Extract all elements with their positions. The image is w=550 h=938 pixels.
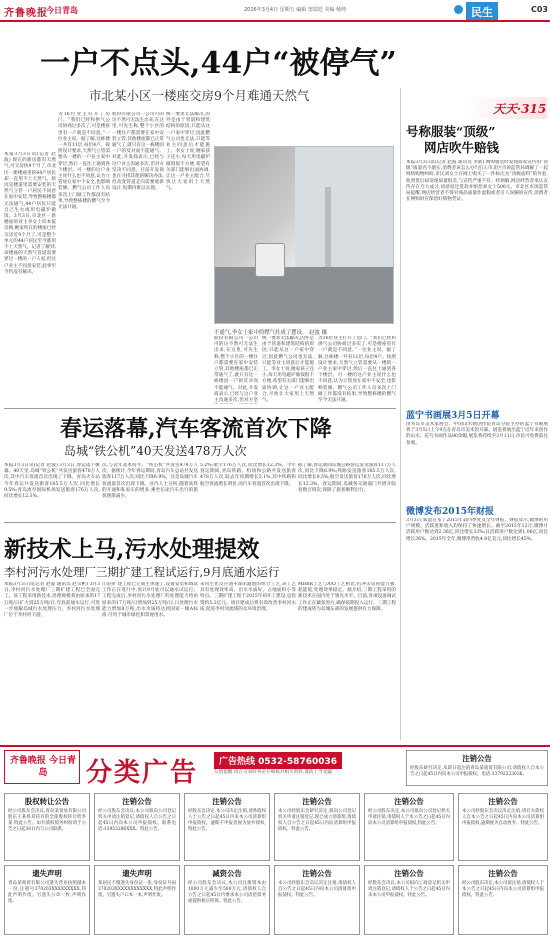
lead-column-4: 统一要求无法解决,因外是由于管道和建筑结构的原因,只能从这一户家中穿过,因此燃气公司也无法,只能等业主同意后才能施工。李女士说,她家孩子还小,每天用电磁炉做饭很不方便,希望有关部门能够出面协调,让这一户业主配合,尽快让大家用上天然气。: [166, 112, 210, 192]
sewage-column-3: 采用生化反应池+深床滤池的组合工艺,该工艺具有处理效率高、出水水质好、占地面积小等特点。三期扩建工程于2015年初开工建设,总投资约5.2亿元。项目建成后将有效改善李村河水质,促进李村河流域的水环境治理。: [200, 582, 296, 612]
ad-notice-body: 本公司经股东会决议决定注销,请有关债权人自本公告之日起45日内向本公司清算组申报债权,逾期视为自动放弃。特此公告。: [462, 809, 544, 826]
section-rule-1: [4, 408, 396, 409]
ad-notice: [4, 865, 90, 935]
ads-top-rule: [0, 745, 550, 747]
ad-notice-title: 股权转让公告: [24, 797, 70, 806]
ads-title: 分类广告: [86, 758, 199, 788]
ad-notice: [94, 865, 180, 935]
issue-date-editors: 2016年3月4日 星期五 编辑 窦瑞廷 美编 杨帅: [244, 7, 347, 13]
side-article-1: 本报3月3日讯(记者 赵波 通讯员 李新) 网购服装时发现商家宣传的“顶级”质量名不副实,消费者该怎么办?近日,市北区市场监管局调解了一起网络购物纠纷,市民刘女士在网上购买了一件标注为“顶级面料”的外套,收到货后却发现质量很差,与宣传严重不符。经调解,网店经营者承认宣传存在夸大成分,同意退还货款并赔偿刘女士500元。市北区市场监管局提醒,网店经营者不得对商品质量作虚假或者引人误解的宣传,消费者在网购时应保留好购物凭证。: [406, 160, 548, 203]
lead-column-2: 为16位业主打开了房门。“我们已经和供气公司协商过多次了,可是楼座里有一户就是不同意。”一位业主说。据了解,这栋楼一共有11层,每层4户。按照设计要求,天然气立管需要从一楼的一户业主家中穿过,然后一直往上通到各个楼层。可一楼的这户业主说什么也不同意,认为立管放在家中不安全,也影响装修。燃气公司工作人员多次上门做工作都没有结果,导致整栋楼的燃气至今无法开通。: [58, 112, 110, 211]
ad-notice-body: 经公司股东决定,本公司拟注销,请债权人于本公告之日起45日内向本公司清算组申报债权。特此公告。: [462, 881, 544, 898]
sewage-column-1: 本报3月3日讯(记者 赵波 通讯员 赵宗彬) 3月3日,李村河污水处理厂三期扩建工程已全面完工。该工程采用新技术,处理规模将由原来的17万吨/日扩大到25万吨/日,年底前通水运行,可进一步缓解岛城污水处理压力。李村河污水处理厂位于李村河下游。: [4, 582, 100, 619]
side-headline-3: 微博发布2015年财报: [406, 507, 495, 517]
ad-notice-body: 经公司股东会决议,本公司拟向公司登记机关申请注销登记,请债权人自公告之日起45日内向本公司申报债权。联系电话:13953286XXX。特此公告。: [98, 809, 176, 832]
ad-notice-body: 经公司股东会决议,本公司注册资本由1000万元减少至500万元,请债权人自公告之日起45日内要求本公司清偿债务或提供相应担保。特此公告。: [188, 881, 266, 904]
sewage-subheadline: 李村河污水处理厂三期扩建工程试运行,9月底通水运行: [4, 565, 280, 579]
ad-notice-title: 注销公告: [302, 797, 332, 806]
ad-notice: [364, 865, 454, 935]
ad-notice-title: 减资公告: [212, 869, 242, 878]
ad-notice-body: 某居民不慎遗失身份证一张,身份证号码370203XXXXXXXXXXXX,特此声明作废。另遗失户口本一本,声明作废。: [98, 881, 176, 898]
ad-notice: [458, 793, 548, 861]
ad-notice-body: 经股东研究决定,从即日起注销青岛某商贸有限公司,请债权人自本公告之日起45日内向本公司申报债权。电话:13792323036。: [410, 766, 544, 777]
sewage-column-2: /日的扩建工程已完成主体施工,设备安装和调试工作正在进行中,预计9月底可以通水试运行。工程完成后,李村河污水处理厂的处理能力将由原来的17万吨/日增加到25万吨/日,日处理污水能力增加8万吨,出水水质将达到国家一级A标准,可用于城市绿化和景观用水。: [102, 582, 198, 619]
lead-column-7: 为16位业主打开了房门。“我们已经和供气公司协商过多次了,可是楼座里有一户就是不同意。”一位业主说。据了解,这栋楼一共有11层,每层4户。按照设计要求,天然气立管需要从一楼的一户业主家中穿过,然后一直往上通到各个楼层。可一楼的这户业主说什么也不同意,认为立管放在家中不安全,也影响装修。燃气公司工作人员多次上门做工作都没有结果,导致整栋楼的燃气至今无法开通。: [318, 336, 396, 404]
lead-subheadline: 市北某小区一楼座交房9个月难通天然气: [89, 88, 310, 103]
side-headline-2: 蓝宁书画展3月5日开幕: [406, 411, 500, 421]
ad-notice-title: 注销公告: [488, 797, 518, 806]
page-number: C03: [530, 5, 548, 14]
container-image: [255, 243, 285, 277]
spring-headline: 春运落幕,汽车客流首次下降: [60, 416, 332, 442]
masthead-rule: [0, 20, 550, 22]
lead-column-3: 股份有限公司一公司可的这不然可无法生出来,在这里,可先生称,整个小区的一楼住户都需要在家中安装立管,其他楼座都已正常通气了,就只有这一栋楼因一户的反对而不能通气。对此,开发商表示,已经与这户业主沟通多次,但对方坚决不同意。目前开发商也在寻找其他的解决办法,但改变管道走向需要重新设计,短期内难以实现。: [112, 112, 164, 192]
newspaper-logo: 齐鲁晚报: [4, 8, 48, 19]
ad-notice-body: 经公司股东决定,本公司拟向公司登记机关申请注销,请债权人于本公告之日起45日内向本公司清算组申报债权,特此公告。: [368, 809, 450, 826]
ad-notice-title: 遗失声明: [32, 869, 62, 878]
section-name: 今日青岛: [46, 5, 78, 15]
lead-column-5: 股份有限公司一公司可的这不然可无法生出来,在这里,可先生称,整个小区的一楼住户都需要在家中安装立管,其他楼座都已正常通气了,就只有这一栋楼因一户的反对而不能通气。对此,开发商表示,已经与这户业主沟通多次,但对方坚: [214, 336, 258, 404]
ad-notice-title: 注销公告: [122, 797, 152, 806]
side-article-2: 由青岛市美术家协会、中国山水画创作院青岛分院主办的蓝宁书画展将于3月5日上午9点在青岛市美术馆开幕。展览将展出蓝宁近年来创作的山水、花鸟书画作品80余幅,展览将持续至3月11日,市民可免费前往参观。: [406, 422, 548, 446]
ad-notice-title: 注销公告: [488, 869, 518, 878]
side-headline-1b: 网店吹牛赔钱: [424, 140, 500, 155]
ad-notice-body: 经公司股东会决议,青岛某贸易有限公司股东王某将其持有的全部股权转让给李某,特此公告。如有债权债务纠纷请于公告之日起30日内与公司联系。: [8, 809, 86, 832]
tag-dot-icon: [454, 5, 463, 14]
ad-notice-title: 注销公告: [462, 754, 492, 763]
ads-phone: 广告热线 0532-58760036: [214, 752, 342, 769]
lead-headline: 一户不点头,44户“被停气”: [40, 46, 397, 81]
ad-notice: [274, 793, 360, 861]
promo-banner: [403, 97, 550, 119]
ad-notice-body: 经股东会决议,本公司拟向工商登记机关申请注销登记,请债权人于公告之日起45日内来本公司申报债权。特此公告。: [368, 881, 450, 898]
promo-logo: 天天·315: [493, 102, 547, 116]
ad-notice-body: 经股东会决定,本公司决定注销,请各债权人于公告之日起45日内来本公司清算组申报债权。逾期不申报者视为放弃债权,特此公告。: [188, 809, 266, 832]
spring-column-4: 据了解,春运期间岛城公路客运发送旅客117万人次,同比下降6.9%;铁路发送旅客185.5万人次,同比增长9.5%;航空发送旅客176万人次,同比增长12.3%。春运期间,岛城各交通部门共增开临客数百班次,保障了旅客顺利出行。: [298, 463, 396, 493]
side-article-3: 3月3日,新浪宣布了2015年第四季度及全年财报。财报显示,微博的用户规模、活跃度和收入均保持了快速增长。截至2015年12月,微博月活跃用户数达到2.36亿,同比增长33%;日活跃用户数达到1.06亿,同比增长36%。2015年全年,微博净营收4.8亿美元,同比增长45%。: [406, 518, 548, 542]
spring-column-3: 5.2%;航空176万人次,同比增长12.3%。今年春运期间,青岛铁路、机场和公路共发送旅客478万人次,较去年同期增长5.1%,其中铁路和航空客流增长明显,而汽车客流首次出现下降。: [200, 463, 296, 487]
ad-notice: [364, 793, 454, 861]
column-divider: [400, 88, 401, 740]
ad-notice-title: 遗失声明: [122, 869, 152, 878]
sewage-column-4: MBBR工艺与A/O工艺相比,抗冲击负荷能力强,耗能低,处理效果稳定。据介绍,三期工程采用的新技术在国内处于领先水平。目前,各项设备调试工作正在紧张进行,确保按期投入运行。三期工程的建成将为岛城东部的发展提供有力保障。: [298, 582, 396, 612]
ad-notice-body: 本公司经股东会决议决定注销,请债权人自公告之日起45日内向本公司清算组申报债权。特此公告。: [278, 881, 356, 898]
ad-notice-title: 注销公告: [394, 797, 424, 806]
spring-column-1: 本报3月3日讯(记者 赵波) 3月3日,春运落下帷幕。40天里,岛城“铁公机”共发送旅客478万人次,其中汽车客流首次出现了下降。青岛火车站今年春运共发送旅客185.5万人次,同比增长9.5%;青岛流亭国际机场发送旅客176万人次,同比增长12.3%。: [4, 463, 100, 500]
page-tag-area: [454, 2, 550, 22]
photo-caption: 不通气,李女士家中的燃气灶成了摆设。 赵波 摄: [214, 330, 327, 336]
ads-phone-note: 友情提醒:请在交易时务必仔细核对相关资料,谨防上当受骗: [214, 770, 332, 775]
ad-notice-title: 注销公告: [302, 869, 332, 878]
ad-notice-body: 青岛某商贸有限公司遗失营业执照副本一份,注册号370203XXXXXXXXX,特此声明作废。另遗失公章一枚,声明作废。: [8, 881, 86, 904]
ads-logo: 齐鲁晚报 今日青岛: [9, 756, 77, 778]
spring-subheadline: 岛城“铁公机”40天发送478万人次: [64, 444, 247, 458]
counter-top: [215, 267, 394, 324]
sewage-headline: 新技术上马,污水处理提效: [4, 537, 260, 563]
gas-stove-photo: [214, 146, 394, 324]
ad-notice-body: 本公司经股东会研究决定,拟向公司登记机关申请注销登记,现已成立清算组,请债权人自公告之日起45日内向清算组申报债权。特此公告。: [278, 809, 356, 832]
lead-column-6: 统一要求无法解决,因外是由于管道和建筑结构的原因,只能从这一户家中穿过,因此燃气公司也无法,只能等业主同意后才能施工。李女士说,她家孩子还小,每天用电磁炉做饭很不方便,希望有关部门能够出面协调,让这一户业主配合,尽快让大家用上天然气。: [262, 336, 314, 404]
ad-notice: [184, 793, 270, 861]
ad-notice-title: 注销公告: [212, 797, 242, 806]
ad-notice: [458, 865, 548, 935]
ad-notice-title: 注销公告: [394, 869, 424, 878]
ad-notice: [4, 793, 90, 861]
ad-notice: [94, 793, 180, 861]
ad-notice: [274, 865, 360, 935]
gas-pipe-image: [325, 187, 331, 267]
ad-notice-top-right: [406, 750, 548, 786]
spring-column-2: 次,与去年基本持平。“铁公机”共发送478万人次。据统计,今年春运期间,青岛汽车总站共发送旅客117万人次,同比下降6.9%。这是岛城汽车客流量首次出现下降。业内人士分析,随着高铁的开通和私家车的增多,乘坐长途汽车出行的旅客逐渐减少。: [102, 463, 198, 500]
ads-logo-box: [4, 750, 80, 784]
side-headline-1: 号称服装“顶级”: [406, 124, 496, 139]
lead-column-1: 本报3月3日讯(记者 赵波) 现在的新房都有天然气,可交房快9个月了,市北区一新楼座里的44户居民却一直用不上天然气。原因是楼道里需要安装的天然气立管一户居民不同意在家中安装,导致整栋楼都无法通气,44户居民只能自己生火或用电磁炉做饭。3月3日,市北区一新楼座的业主李女士向本报反映,她家所在的楼座已经交房近9个月了,可是整个单元的44户居民至今都用不上天然气。记者了解到,该楼座的天然气管道需要穿过一楼的一户人家,但这户业主不同意安装,此事至今仍没有解决。: [4, 152, 56, 275]
page-tag: 民生: [466, 2, 498, 22]
ad-notice: [184, 865, 270, 935]
section-rule-2: [4, 522, 396, 523]
